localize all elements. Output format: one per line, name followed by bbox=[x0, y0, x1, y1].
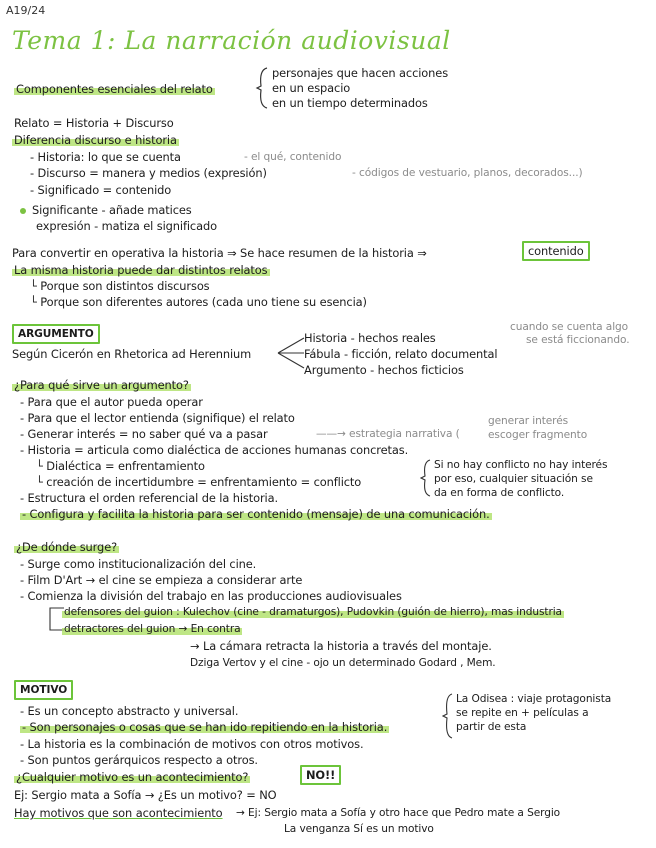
porque-line: └ Porque son distintos discursos bbox=[30, 279, 210, 293]
conflicto-note-line: Si no hay conflicto no hay interés bbox=[434, 459, 608, 471]
generar-note-line: escoger fragmento bbox=[488, 429, 588, 441]
donde-question: ¿De dónde surge? bbox=[16, 540, 118, 554]
arg-type-item: Fábula - ficción, relato documental bbox=[304, 347, 498, 361]
discurso-note: - códigos de vestuario, planos, decorados...) bbox=[352, 167, 583, 179]
relato-formula: Relato = Historia + Discurso bbox=[14, 116, 174, 130]
historia-note: - el qué, contenido bbox=[244, 151, 342, 163]
para-que-item: - Historia = articula como dialéctica de acciones humanas concretas. bbox=[20, 443, 409, 457]
expresion-line: expresión - matiza el significado bbox=[36, 219, 217, 233]
motivo-item: - Es un concepto abstracto y universal. bbox=[20, 704, 239, 718]
arg-type-item: Historia - hechos reales bbox=[304, 331, 436, 345]
para-que-subitem: └ Dialéctica = enfrentamiento bbox=[36, 459, 205, 473]
argumento-box: ARGUMENTO bbox=[12, 324, 100, 344]
para-que-item: - Configura y facilita la historia para ser contenido (mensaje) de una comunicación. bbox=[22, 507, 490, 521]
brace-icon bbox=[255, 66, 269, 110]
components-label: Componentes esenciales del relato bbox=[16, 82, 213, 96]
ej2-line: → Ej: Sergio mata a Sofía y otro hace que Pedro mate a Sergio bbox=[236, 807, 561, 819]
significado-line: - Significado = contenido bbox=[30, 183, 172, 197]
odisea-note-line: partir de esta bbox=[456, 721, 527, 733]
porque-line: └ Porque son diferentes autores (cada uno tiene su esencia) bbox=[30, 295, 367, 309]
branch-arrows-icon bbox=[276, 334, 306, 372]
donde-item: - Film D'Art → el cine se empieza a considerar arte bbox=[20, 573, 303, 587]
cualquier-question: ¿Cualquier motivo es un acontecimiento? bbox=[16, 770, 249, 784]
estrategia-note: ——→ estrategia narrativa ( bbox=[316, 428, 460, 440]
venganza-line: La venganza Sí es un motivo bbox=[284, 823, 434, 835]
historia-line: - Historia: lo que se cuenta bbox=[30, 150, 181, 164]
camara-line: → La cámara retracta la historia a través del montaje. bbox=[190, 639, 492, 653]
para-que-subitem: └ creación de incertidumbre = enfrentamiento = conflicto bbox=[36, 475, 362, 489]
component-item: en un tiempo determinados bbox=[272, 96, 428, 110]
detractores-line: detractores del guion → En contra bbox=[64, 623, 241, 635]
para-que-item: - Para que el autor pueda operar bbox=[20, 395, 203, 409]
motivo-item: - Son personajes o cosas que se han ido repitiendo en la historia. bbox=[22, 720, 388, 734]
ciceron-line: Según Cicerón en Rhetorica ad Herennium bbox=[12, 347, 252, 361]
para-que-item: - Estructura el orden referencial de la historia. bbox=[20, 491, 279, 505]
no-box: NO!! bbox=[300, 765, 341, 785]
convertir-line: Para convertir en operativa la historia ⇒ Se hace resumen de la historia ⇒ bbox=[12, 246, 427, 260]
conflicto-note-line: da en forma de conflicto. bbox=[434, 487, 565, 499]
arg-note-line: cuando se cuenta algo bbox=[510, 321, 629, 333]
date-label: A19/24 bbox=[6, 4, 46, 17]
diferencia-heading: Diferencia discurso e historia bbox=[14, 133, 177, 147]
para-que-question: ¿Para qué sirve un argumento? bbox=[14, 378, 189, 392]
para-que-item: - Para que el lector entienda (signifique) el relato bbox=[20, 411, 295, 425]
odisea-note-line: La Odisea : viaje protagonista bbox=[456, 693, 612, 705]
defensores-line: defensores del guion : Kulechov (cine - dramaturgos), Pudovkin (guión de hierro), mas industria bbox=[64, 606, 562, 618]
conflicto-note-line: por eso, cualquier situación se bbox=[434, 473, 593, 485]
significante-line: Significante - añade matices bbox=[32, 203, 192, 217]
motivo-item: - La historia es la combinación de motivos con otros motivos. bbox=[20, 737, 364, 751]
brace-icon bbox=[420, 458, 432, 498]
bullet-dot-icon bbox=[20, 208, 26, 214]
contenido-box: contenido bbox=[522, 241, 590, 261]
discurso-line: - Discurso = manera y medios (expresión) bbox=[30, 166, 267, 180]
donde-item: - Comienza la división del trabajo en las producciones audiovisuales bbox=[20, 589, 402, 603]
component-item: en un espacio bbox=[272, 81, 351, 95]
ej1-line: Ej: Sergio mata a Sofía → ¿Es un motivo? = NO bbox=[14, 788, 277, 802]
arg-note-line: se está ficcionando. bbox=[526, 334, 630, 346]
odisea-note-line: se repite en + películas a bbox=[456, 707, 589, 719]
para-que-item: - Generar interés = no saber qué va a pasar bbox=[20, 427, 268, 441]
donde-item: - Surge como institucionalización del cine. bbox=[20, 557, 257, 571]
motivo-item: - Son puntos gerárquicos respecto a otros. bbox=[20, 753, 258, 767]
vertov-line: Dziga Vertov y el cine - ojo un determinado Godard , Mem. bbox=[190, 657, 496, 669]
generar-note-line: generar interés bbox=[488, 415, 569, 427]
hay-motivos-line: Hay motivos que son acontecimiento bbox=[14, 806, 223, 820]
component-item: personajes que hacen acciones bbox=[272, 66, 449, 80]
misma-historia-line: La misma historia puede dar distintos relatos bbox=[14, 263, 268, 277]
motivo-box: MOTIVO bbox=[14, 680, 73, 700]
brace-icon bbox=[442, 692, 454, 740]
arg-type-item: Argumento - hechos ficticios bbox=[304, 363, 464, 377]
page-title: Tema 1: La narración audiovisual bbox=[12, 26, 451, 55]
